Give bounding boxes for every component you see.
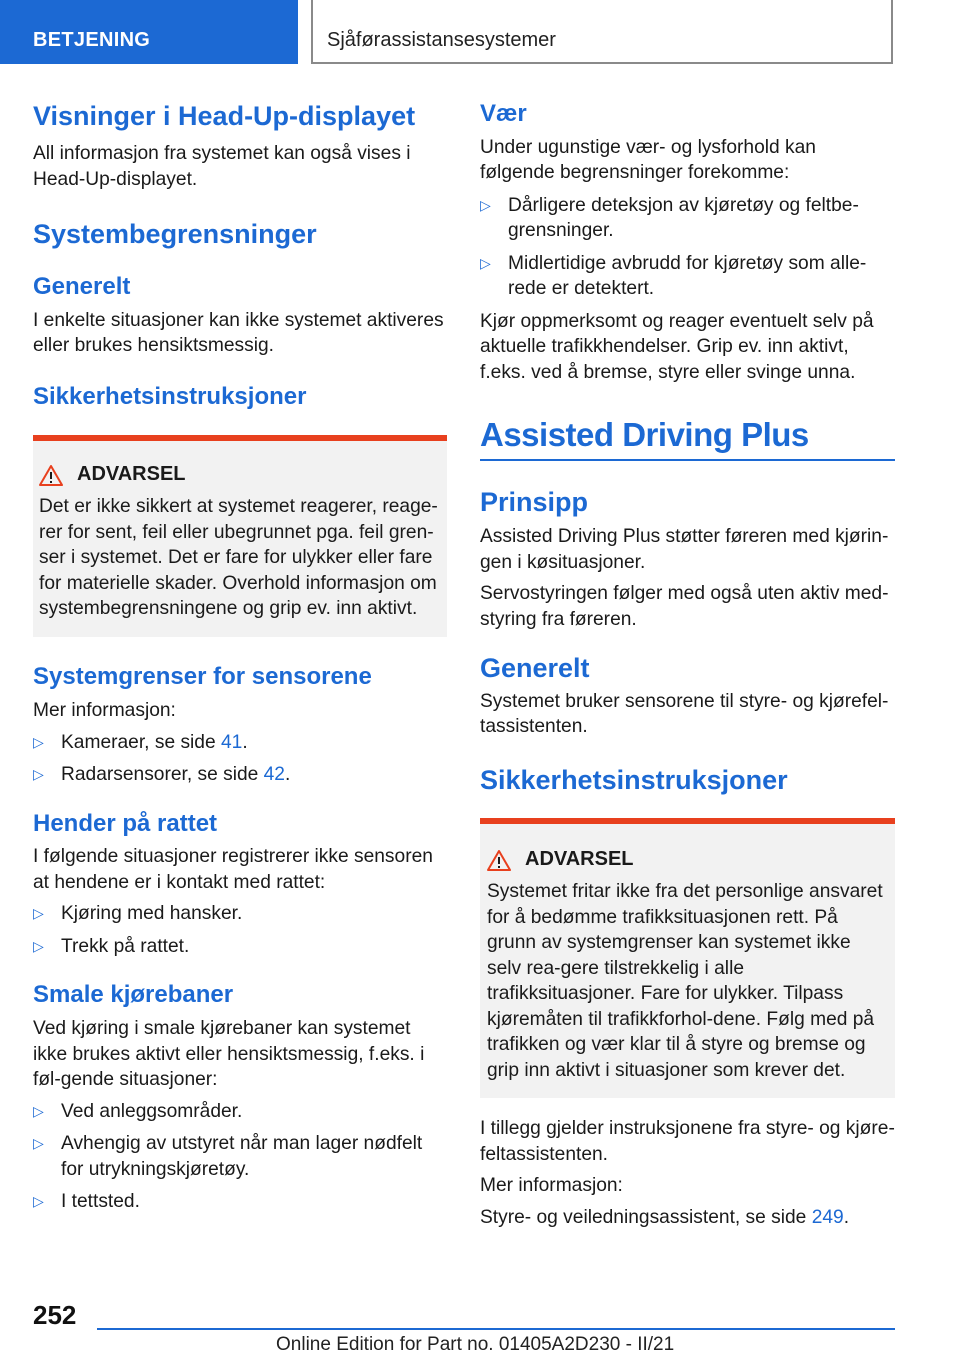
left-column — [33, 100, 447, 1215]
heading-visninger: Visninger i Head-Up-displayet — [33, 101, 416, 131]
heading-systembegrensninger: Systembegrensninger — [33, 219, 317, 250]
triangle-bullet-icon: ▷ — [33, 1135, 44, 1152]
section-tab — [0, 0, 298, 64]
sensor-list — [33, 730, 447, 788]
list-item: ▷ Ved anleggsområder. — [33, 1099, 447, 1125]
heading-assisted: Assisted Driving Plus — [480, 416, 809, 454]
chapter-title: Sjåførassistansesystemer — [327, 29, 556, 51]
list-item: ▷ I tettsted. — [33, 1189, 447, 1215]
list-item: ▷ Radarsensorer, se side 42. — [33, 762, 447, 788]
warning-label: ADVARSEL — [525, 848, 634, 871]
para-visninger: All informasjon fra systemet kan også vises i Head-Up-displayet. — [33, 143, 411, 190]
page-link[interactable]: 42 — [263, 764, 285, 786]
chapter-tab — [311, 0, 893, 64]
list-item: ▷ Kjøring med hansker. — [33, 901, 447, 927]
heading-smale: Smale kjørebaner — [33, 981, 234, 1009]
warning-box — [33, 435, 447, 637]
warning-header — [39, 463, 441, 486]
triangle-bullet-icon: ▷ — [33, 1193, 44, 1210]
para-tillegg: I tillegg gjelder instruksjonene fra styre- og kjøre-feltassistenten. — [480, 1118, 895, 1165]
footer-rule — [97, 1328, 895, 1330]
para-mer-info-right: Mer informasjon: — [480, 1175, 623, 1197]
triangle-bullet-icon: ▷ — [33, 766, 44, 783]
heading-generelt-right: Generelt — [480, 653, 590, 684]
para-hender: I følgende situasjoner registrerer ikke sensoren at hendene er i kontakt med rattet: — [33, 846, 433, 893]
warning-text: Systemet fritar ikke fra det personlige ansvaret for å bedømme trafikksituasjonen rett. På grunn av systemgrenser kan systemet ikke selv rea-gere tilstrekkelig i alle trafikksituasjoner. Fare for ulykker. Tilpass kjøremåten til trafikkforhol-dene. Følg med på trafikken og vær klar til å styre og bremse og grip inn aktivt i situasjoner som krever det. — [487, 881, 883, 1081]
triangle-bullet-icon: ▷ — [33, 905, 44, 922]
right-column — [480, 100, 895, 1230]
list-item: ▷ Midlertidige avbrudd for kjøretøy som alle-rede er detektert. — [480, 252, 867, 300]
list-item: ▷ Trekk på rattet. — [33, 934, 447, 960]
list-item: ▷ Avhengig av utstyret når man lager nødfelt for utrykningskjøretøy. — [33, 1133, 423, 1180]
section-title: BETJENING — [33, 29, 151, 51]
list-item: ▷ Kameraer, se side 41. — [33, 730, 447, 756]
footer-edition: Online Edition for Part no. 01405A2D230 - II/21 — [276, 1334, 675, 1355]
para-mer-info: Mer informasjon: — [33, 700, 176, 722]
para-generelt: I enkelte situasjoner kan ikke systemet aktiveres eller brukes hensiktsmessig. — [33, 309, 444, 357]
heading-sikkerhet-right: Sikkerhetsinstruksjoner — [480, 764, 788, 795]
warning-triangle-icon — [487, 849, 511, 871]
heading-rule — [480, 459, 895, 461]
warning-header — [487, 848, 888, 871]
para-ref: Styre- og veiledningsassistent, se side 249. — [480, 1206, 850, 1228]
heading-systemgrenser: Systemgrenser for sensorene — [33, 663, 372, 691]
warning-label: ADVARSEL — [77, 463, 186, 486]
para-vaer: Under ugunstige vær- og lysforhold kan følgende begrensninger forekomme: — [480, 136, 816, 184]
triangle-bullet-icon: ▷ — [480, 196, 491, 213]
triangle-bullet-icon: ▷ — [33, 937, 44, 954]
hender-list — [33, 901, 447, 959]
warning-triangle-icon — [39, 464, 63, 486]
vaer-list — [480, 193, 895, 302]
para-prinsipp-1: Assisted Driving Plus støtter føreren med kjørin-gen i køsituasjoner. — [480, 526, 889, 573]
triangle-bullet-icon: ▷ — [33, 1102, 44, 1119]
heading-hender: Hender på rattet — [33, 809, 218, 837]
triangle-bullet-icon: ▷ — [480, 254, 491, 271]
para-kjor: Kjør oppmerksomt og reager eventuelt selv på aktuelle trafikkhendelser. Grip ev. inn aktivt, f.eks. ved å bremse, styre eller svinge unna. — [480, 310, 874, 383]
heading-vaer: Vær — [480, 100, 527, 127]
page-number: 252 — [33, 1300, 77, 1330]
page-link[interactable]: 41 — [220, 731, 243, 753]
heading-prinsipp: Prinsipp — [480, 486, 589, 517]
warning-text: Det er ikke sikkert at systemet reagerer, reage-rer for sent, feil eller ubegrunnet pga. feil gren-ser i systemet. Det er fare for ulykker eller fare for materielle skader. Overhold informasjon om systembegrensningene og grip ev. inn aktivt. — [39, 496, 438, 620]
para-smale: Ved kjøring i smale kjørebaner kan systemet ikke brukes aktivt eller hensiktsmessig, f.eks. i føl-gende situasjoner: — [33, 1018, 425, 1091]
heading-generelt: Generelt — [33, 272, 131, 300]
para-prinsipp-2: Servostyringen følger med også uten aktiv med-styring fra føreren. — [480, 583, 889, 630]
heading-sikkerhet: Sikkerhetsinstruksjoner — [33, 382, 307, 410]
warning-box-right — [480, 818, 895, 1098]
page-link[interactable]: 249 — [811, 1206, 844, 1228]
triangle-bullet-icon: ▷ — [33, 733, 44, 750]
smale-list — [33, 1099, 447, 1215]
list-item: ▷ Dårligere deteksjon av kjøretøy og feltbe-grensninger. — [480, 194, 859, 242]
para-generelt-right: Systemet bruker sensorene til styre- og kjørefel-tassistenten. — [480, 690, 889, 738]
